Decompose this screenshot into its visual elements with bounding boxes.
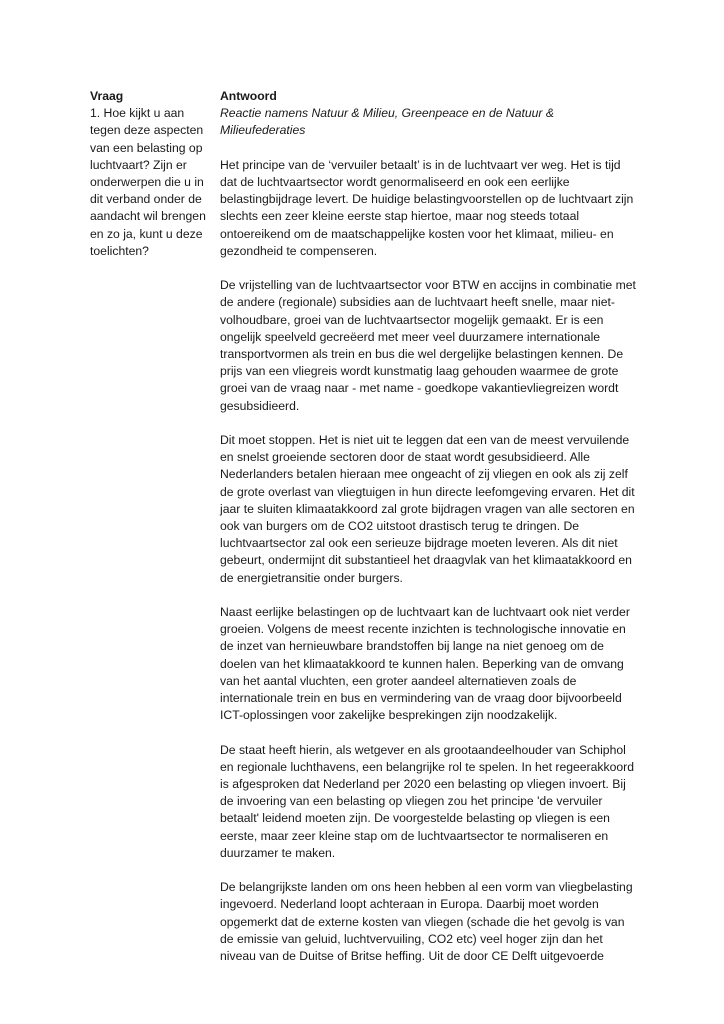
question-column bbox=[90, 88, 214, 260]
answer-column bbox=[220, 88, 640, 982]
answer-paragraph-6: De belangrijkste landen om ons heen hebben al een vorm van vliegbelasting ingevoerd. Nederland loopt achteraan in Europa. Daarbij moet worden opgemerkt dat de externe kosten van vliegen (schade die het gevolg is van de emissie van geluid, luchtvervuiling, CO2 etc) veel hoger zijn dan het niveau van de Duitse of Britse heffing. Uit de door CE Delft uitgevoerde bbox=[220, 880, 633, 964]
answer-header: Antwoord bbox=[220, 89, 277, 103]
answer-subtitle: Reactie namens Natuur & Milieu, Greenpeace en de Natuur & Milieufederaties bbox=[220, 106, 554, 138]
answer-paragraph-4: Naast eerlijke belastingen op de luchtvaart kan de luchtvaart ook niet verder groeien. Volgens de meest recente inzichten is technologische innovatie en de inzet van hernieuwbare brandstoffen bij lange na niet genoeg om de doelen van het klimaatakkoord te kunnen halen. Beperking van de omvang van het aantal vluchten, een groter aandeel alternatieven zoals de internationale trein en bus en vermindering van de vraag door bijvoorbeeld ICT-oplossingen voor zakelijke besprekingen zijn noodzakelijk. bbox=[220, 605, 630, 723]
spacer bbox=[220, 140, 640, 157]
answer-paragraph-2: De vrijstelling van de luchtvaartsector voor BTW en accijns in combinatie met de andere (regionale) subsidies aan de luchtvaart heeft snelle, maar niet-volhoudbare, groei van de luchtvaartsector mogelijk gemaakt. Er is een ongelijk speelveld gecreëerd met meer veel duurzamere internationale transportvormen als trein en bus die wel dergelijke belastingen kennen. De prijs van een vliegreis wordt kunstmatig laag gehouden waarmee de grote groei van de vraag naar - met name - goedkope vakantievliegreizen wordt gesubsidieerd. bbox=[220, 278, 636, 413]
question-header: Vraag bbox=[90, 89, 124, 103]
answer-paragraph-3: Dit moet stoppen. Het is niet uit te leggen dat een van de meest vervuilende en snelst groeiende sectoren door de staat wordt gesubsidieerd. Alle Nederlanders betalen hieraan mee ongeacht of zij vliegen en ook als zij zelf de grote overlast van vliegtuigen in hun directe leefomgeving ervaren. Het dit jaar te sluiten klimaatakkoord zal grote bijdragen vragen van alle sectoren en ook van burgers om de CO2 uitstoot drastisch terug te dringen. De luchtvaartsector zal ook een serieuze bijdrage moeten leveren. Als dit niet gebeurt, ondermijnt dit substantieel het draagvlak van het klimaatakkoord en de energietransitie onder burgers. bbox=[220, 433, 635, 585]
answer-paragraph-1: Het principe van de ‘vervuiler betaalt’ is in de luchtvaart ver weg. Het is tijd dat de luchtvaartsector wordt genormaliseerd en ook een eerlijke belastingbijdrage levert. De huidige belastingvoorstellen op de luchtvaart zijn slechts een zeer kleine eerste stap hiertoe, maar nog steeds totaal ontoereikend om de maatschappelijke kosten voor het klimaat, milieu- en gezondheid te compenseren. bbox=[220, 157, 634, 258]
question-text: 1. Hoe kijkt u aan tegen deze aspecten van een belasting op luchtvaart? Zijn er onderwerpen die u in dit verband onder de aandacht wil brengen en zo ja, kunt u deze toelichten? bbox=[90, 106, 206, 258]
answer-paragraph-5: De staat heeft hierin, als wetgever en als grootaandeelhouder van Schiphol en regionale luchthavens, een belangrijke rol te spelen. In het regeerakkoord is afgesproken dat Nederland per 2020 een belasting op vliegen invoert. Bij de invoering van een belasting op vliegen zou het principe 'de vervuiler betaalt' leidend moeten zijn. De voorgestelde belasting op vliegen is een eerste, maar zeer kleine stap om de luchtvaartsector te normaliseren en duurzamer te maken. bbox=[220, 742, 634, 860]
